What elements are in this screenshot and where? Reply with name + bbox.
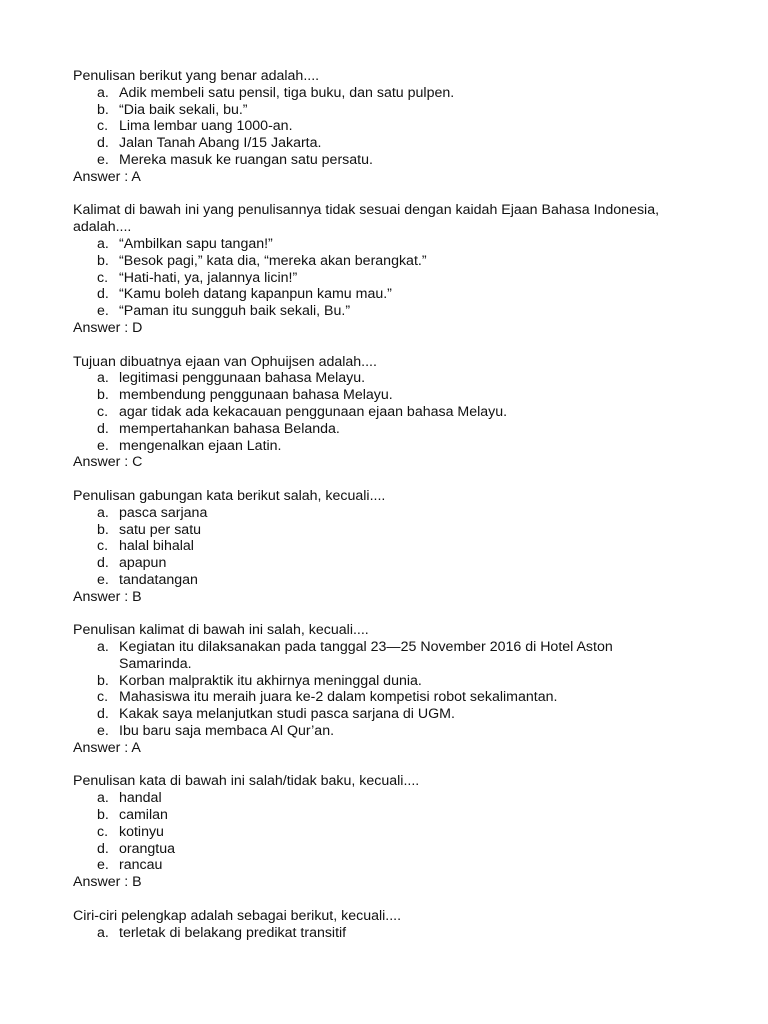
option-text: apapun [119, 555, 167, 572]
option-list [73, 639, 673, 740]
option-item [73, 807, 673, 824]
option-letter: a. [97, 639, 109, 656]
option-letter: a. [97, 924, 109, 941]
option-item [73, 387, 673, 404]
option-text: camilan [119, 807, 168, 824]
option-text: tandatangan [119, 571, 198, 588]
option-letter: b. [97, 101, 109, 118]
question-stem: Kalimat di bawah ini yang penulisannya tidak sesuai dengan kaidah Ejaan Bahasa Indonesia, adalah.... [73, 202, 660, 236]
question-stem: Ciri-ciri pelengkap adalah sebagai berikut, kecuali.... [73, 907, 402, 924]
answer-line: Answer : B [73, 874, 142, 891]
option-letter: c. [97, 118, 109, 135]
option-letter: d. [97, 420, 109, 437]
question-stem: Penulisan kata di bawah ini salah/tidak baku, kecuali.... [73, 773, 420, 790]
option-letter: e. [97, 437, 109, 454]
option-item [73, 421, 673, 438]
answer-line: Answer : B [73, 588, 142, 605]
option-item [73, 538, 673, 555]
option-item [73, 723, 673, 740]
option-item [73, 303, 673, 320]
question-stem: Penulisan kalimat di bawah ini salah, kecuali.... [73, 622, 369, 639]
option-letter: e. [97, 303, 109, 320]
option-item [73, 102, 673, 119]
question-4 [73, 488, 673, 606]
question-stem: Penulisan gabungan kata berikut salah, kecuali.... [73, 487, 386, 504]
option-text: Lima lembar uang 1000-an. [119, 118, 293, 135]
option-text: mengenalkan ejaan Latin. [119, 437, 282, 454]
option-list [73, 925, 673, 942]
option-text: Kakak saya melanjutkan studi pasca sarjana di UGM. [119, 706, 455, 723]
question-2 [73, 202, 673, 336]
option-item [73, 925, 673, 942]
option-item [73, 85, 673, 102]
option-text: halal bihalal [119, 538, 194, 555]
option-item [73, 135, 673, 152]
option-text: “Dia baik sekali, bu.” [119, 101, 248, 118]
option-item [73, 505, 673, 522]
option-text: handal [119, 790, 162, 807]
option-letter: a. [97, 84, 109, 101]
option-item [73, 841, 673, 858]
question-stem: Penulisan berikut yang benar adalah.... [73, 68, 320, 84]
option-text: Ibu baru saja membaca Al Qur’an. [119, 723, 335, 740]
option-text: “Kamu boleh datang kapanpun kamu mau.” [119, 286, 392, 303]
option-text: kotinyu [119, 823, 164, 840]
question-6 [73, 773, 673, 891]
option-letter: c. [97, 689, 109, 706]
option-text: Kegiatan itu dilaksanakan pada tanggal 23—25 November 2016 di Hotel Aston Samarinda. [119, 639, 613, 672]
option-text: terletak di belakang predikat transitif [119, 924, 347, 941]
option-letter: d. [97, 555, 109, 572]
option-item [73, 253, 673, 270]
option-letter: b. [97, 672, 109, 689]
option-letter: e. [97, 571, 109, 588]
question-7 [73, 908, 673, 942]
option-letter: c. [97, 823, 109, 840]
option-text: Korban malpraktik itu akhirnya meninggal dunia. [119, 672, 422, 689]
option-text: rancau [119, 857, 163, 874]
option-text: satu per satu [119, 521, 202, 538]
option-text: Jalan Tanah Abang I/15 Jakarta. [119, 135, 322, 152]
option-item [73, 706, 673, 723]
option-letter: d. [97, 706, 109, 723]
option-letter: e. [97, 723, 109, 740]
document-page [73, 68, 673, 958]
option-item [73, 572, 673, 589]
option-item [73, 438, 673, 455]
option-letter: b. [97, 387, 109, 404]
option-letter: e. [97, 151, 109, 168]
option-text: Mahasiswa itu meraih juara ke-2 dalam kompetisi robot sekalimantan. [119, 689, 558, 706]
option-item [73, 555, 673, 572]
option-text: “Ambilkan sapu tangan!” [119, 235, 273, 252]
option-list [73, 236, 673, 320]
option-text: agar tidak ada kekacauan penggunaan ejaan bahasa Melayu. [119, 403, 508, 420]
option-item [73, 404, 673, 421]
option-text: “Hati-hati, ya, jalannya licin!” [119, 269, 298, 286]
option-item [73, 370, 673, 387]
option-item [73, 639, 673, 673]
option-text: membendung penggunaan bahasa Melayu. [119, 387, 393, 404]
option-letter: a. [97, 790, 109, 807]
option-letter: c. [97, 269, 109, 286]
option-text: mempertahankan bahasa Belanda. [119, 420, 340, 437]
question-1 [73, 68, 673, 186]
option-item [73, 689, 673, 706]
option-letter: b. [97, 252, 109, 269]
option-text: “Besok pagi,” kata dia, “mereka akan berangkat.” [119, 252, 427, 269]
option-text: Adik membeli satu pensil, tiga buku, dan satu pulpen. [119, 84, 455, 101]
option-list [73, 85, 673, 169]
option-text: “Paman itu sungguh baik sekali, Bu.” [119, 303, 351, 320]
option-list [73, 370, 673, 454]
answer-line: Answer : A [73, 739, 141, 756]
answer-line: Answer : A [73, 168, 141, 185]
option-letter: d. [97, 286, 109, 303]
option-item [73, 673, 673, 690]
answer-line: Answer : C [73, 454, 143, 471]
option-letter: c. [97, 538, 109, 555]
option-letter: a. [97, 504, 109, 521]
option-text: orangtua [119, 840, 176, 857]
option-letter: b. [97, 521, 109, 538]
option-item [73, 824, 673, 841]
question-5 [73, 622, 673, 756]
option-letter: e. [97, 857, 109, 874]
question-stem: Tujuan dibuatnya ejaan van Ophuijsen adalah.... [73, 353, 377, 370]
option-item [73, 522, 673, 539]
option-item [73, 236, 673, 253]
option-item [73, 152, 673, 169]
option-letter: a. [97, 370, 109, 387]
option-list [73, 790, 673, 874]
answer-line: Answer : D [73, 319, 143, 336]
option-item [73, 857, 673, 874]
option-list [73, 505, 673, 589]
option-letter: c. [97, 403, 109, 420]
option-letter: a. [97, 235, 109, 252]
option-text: Mereka masuk ke ruangan satu persatu. [119, 151, 373, 168]
option-item [73, 286, 673, 303]
question-3 [73, 354, 673, 472]
option-letter: b. [97, 807, 109, 824]
option-letter: d. [97, 135, 109, 152]
option-item [73, 118, 673, 135]
option-text: pasca sarjana [119, 504, 208, 521]
option-letter: d. [97, 840, 109, 857]
option-item [73, 270, 673, 287]
option-item [73, 790, 673, 807]
option-text: legitimasi penggunaan bahasa Melayu. [119, 370, 366, 387]
